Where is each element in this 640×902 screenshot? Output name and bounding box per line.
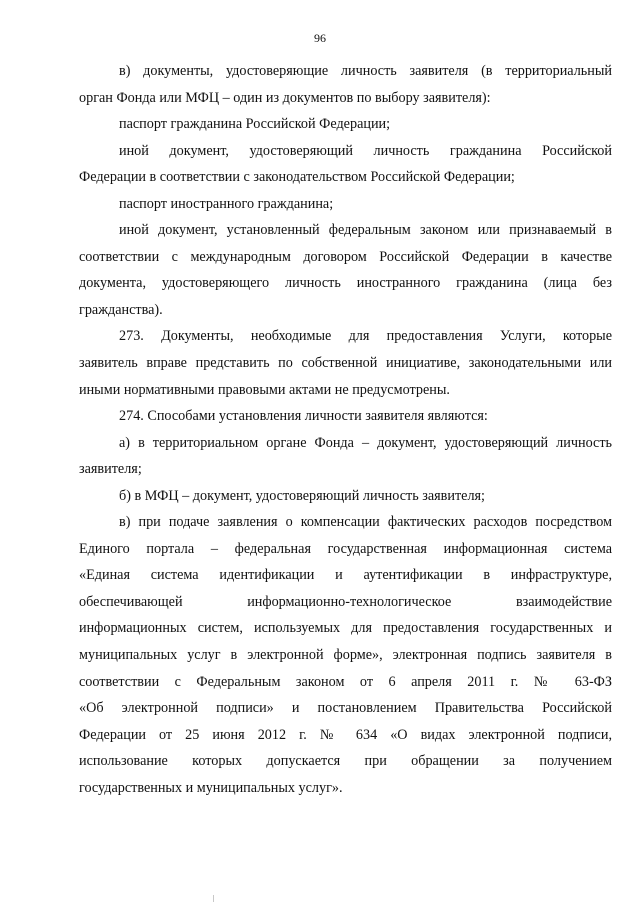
text-line: иными нормативными правовыми актами не предусмотрены. [79,381,450,398]
text-line: орган Фонда или МФЦ – один из документов по выбору заявителя): [79,89,491,106]
text-line: а) в территориальном органе Фонда – документ, удостоверяющий личность [119,434,612,451]
text-line: 274. Способами установления личности заявителя являются: [119,408,488,425]
text-line: Единого портала – федеральная государственная информационная система [79,540,612,557]
text-line: «Единая система идентификации и аутентификации в инфраструктуре, [79,567,612,584]
text-line: заявителя; [79,461,142,478]
document-body [79,58,612,801]
text-line: документа, удостоверяющего личность иностранного гражданина (лица без [79,275,612,292]
text-line: Федерации в соответствии с законодательством Российской Федерации; [79,169,515,186]
text-line: паспорт иностранного гражданина; [119,195,334,212]
text-line: гражданства). [79,301,163,318]
text-line: обеспечивающей информационно-технологическое взаимодействие [79,593,612,610]
text-line: государственных и муниципальных услуг». [79,779,343,796]
text-line: информационных систем, используемых для предоставления государственных и [79,620,612,637]
text-line: паспорт гражданина Российской Федерации; [119,116,391,133]
text-line: заявитель вправе представить по собственной инициативе, законодательными или [79,355,612,372]
text-line: в) при подаче заявления о компенсации фактических расходов посредством [119,514,612,531]
text-line: 273. Документы, необходимые для предоставления Услуги, которые [119,328,612,345]
text-line: б) в МФЦ – документ, удостоверяющий личность заявителя; [119,487,485,504]
page-number: 96 [314,31,326,45]
text-line: Федерации от 25 июня 2012 г. № 634 «О видах электронной подписи, [79,726,612,743]
text-line: муниципальных услуг в электронной форме», электронная подпись заявителя в [79,647,612,664]
text-line: иной документ, установленный федеральным законом или признаваемый в [119,222,612,239]
scan-artifact [213,895,214,902]
text-line: «Об электронной подписи» и постановлением Правительства Российской [79,700,612,717]
text-line: соответствии с Федеральным законом от 6 апреля 2011 г. № 63-ФЗ [79,673,612,690]
text-line: в) документы, удостоверяющие личность заявителя (в территориальный [119,63,612,79]
text-line: использование которых допускается при обращении за получением [79,753,612,770]
text-line: иной документ, удостоверяющий личность гражданина Российской [119,142,612,159]
text-line: соответствии с международным договором Российской Федерации в качестве [79,248,612,265]
